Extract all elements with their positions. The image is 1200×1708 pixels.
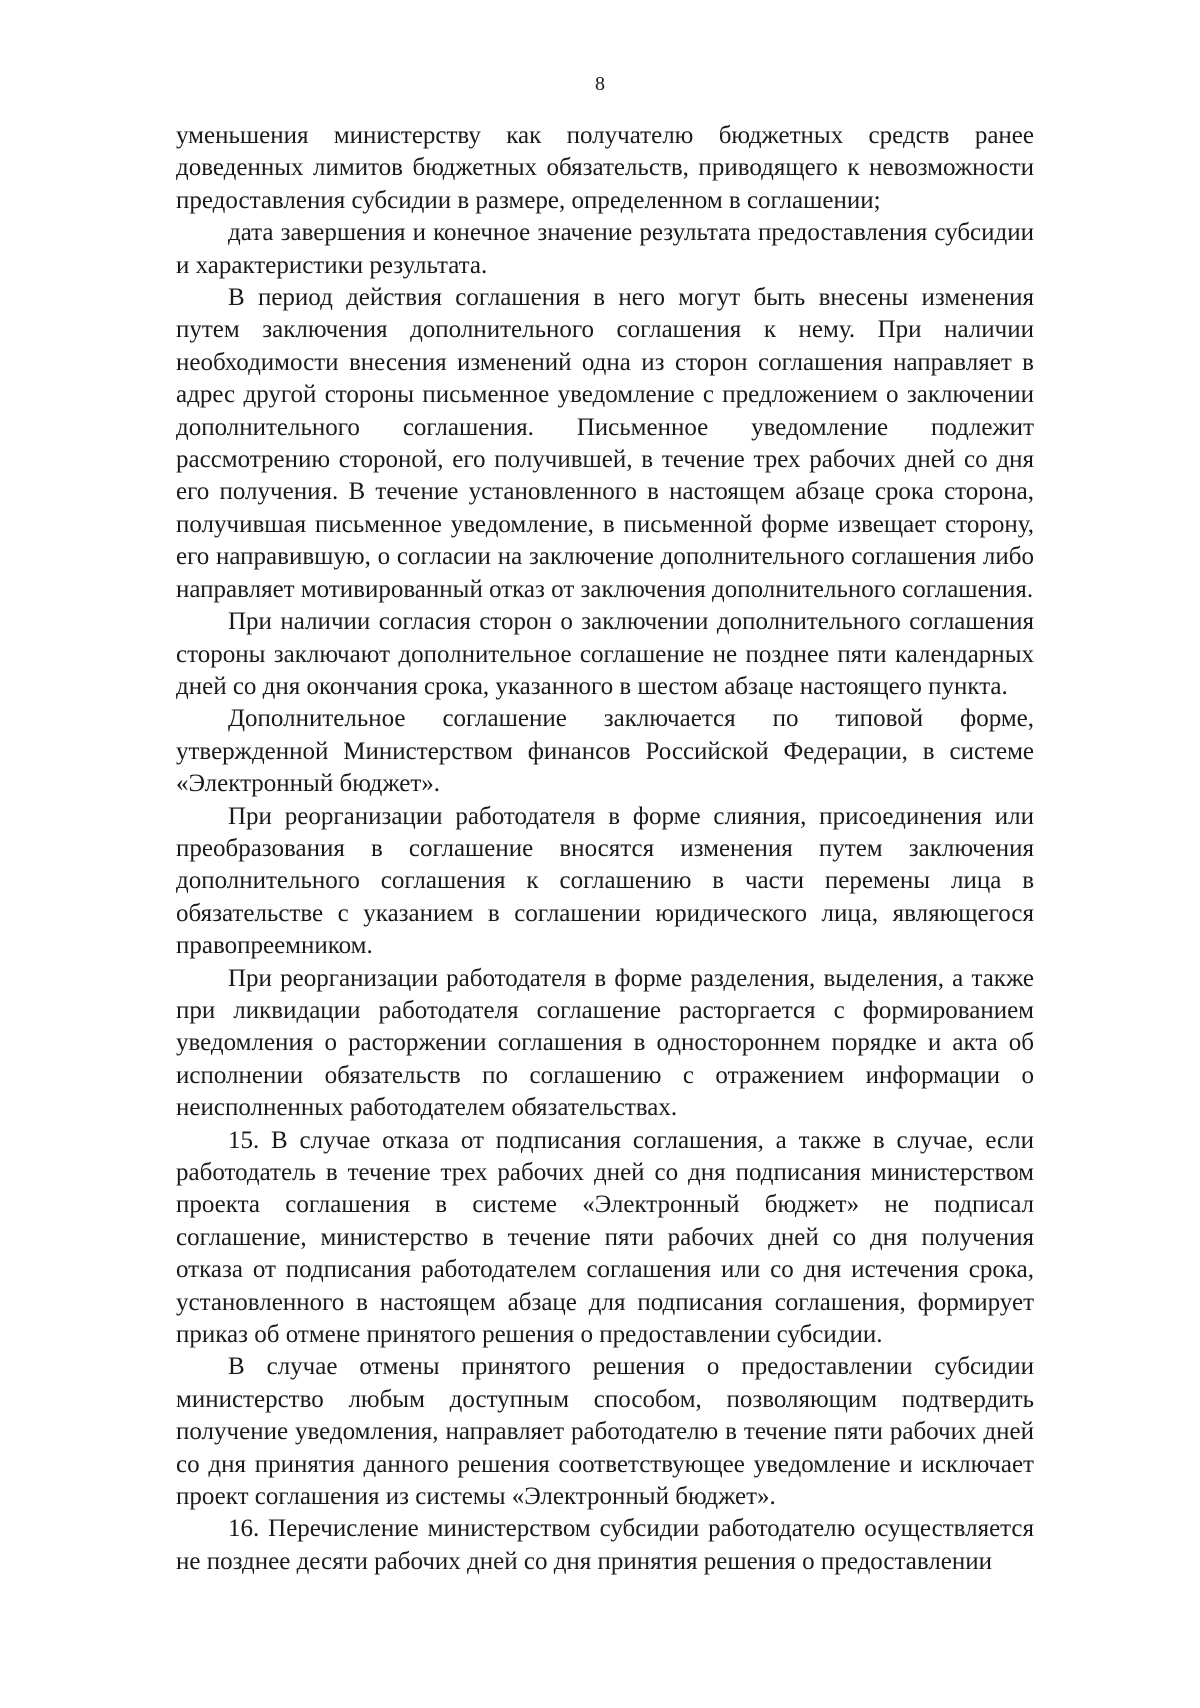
page-number: 8 (595, 73, 605, 95)
paragraph: При реорганизации работодателя в форме разделения, выделения, а также при ликвидации работодателя соглашение расторгается с формированием уведомления о расторжении соглашения в одностороннем порядке и акта об исполнении обязательств по соглашению с отражением информации о неисполненных работодателем обязательствах. (176, 964, 1034, 1122)
document-body (176, 120, 1034, 1578)
paragraph: Дополнительное соглашение заключается по типовой форме, утвержденной Министерством финансов Российской Федерации, в системе «Электронный бюджет». (176, 705, 1034, 798)
paragraph: В период действия соглашения в него могут быть внесены изменения путем заключения дополнительного соглашения к нему. При наличии необходимости внесения изменений одна из сторон соглашения направляет в адрес другой стороны письменное уведомление с предложением о заключении дополнительного соглашения. Письменное уведомление подлежит рассмотрению стороной, его получившей, в течение трех рабочих дней со дня его получения. В течение установленного в настоящем абзаце срока сторона, получившая письменное уведомление, в письменной форме извещает сторону, его направившую, о согласии на заключение дополнительного соглашения либо направляет мотивированный отказ от заключения дополнительного соглашения. (176, 284, 1034, 603)
paragraph: В случае отмены принятого решения о предоставлении субсидии министерство любым доступным способом, позволяющим подтвердить получение уведомления, направляет работодателю в течение пяти рабочих дней со дня принятия данного решения соответствующее уведомление и исключает проект соглашения из системы «Электронный бюджет». (176, 1353, 1034, 1511)
paragraph-item-16: 16. Перечисление министерством субсидии работодателю осуществляется не позднее десяти рабочих дней со дня принятия решения о предоставлении (176, 1515, 1034, 1575)
paragraph: При реорганизации работодателя в форме слияния, присоединения или преобразования в соглашение вносятся изменения путем заключения дополнительного соглашения к соглашению в части перемены лица в обязательстве с указанием в соглашении юридического лица, являющегося правопреемником. (176, 802, 1034, 960)
paragraph: При наличии согласия сторон о заключении дополнительного соглашения стороны заключают дополнительное соглашение не позднее пяти календарных дней со дня окончания срока, указанного в шестом абзаце настоящего пункта. (176, 608, 1034, 700)
paragraph-item-15: 15. В случае отказа от подписания соглашения, а также в случае, если работодатель в течение трех рабочих дней со дня подписания министерством проекта соглашения в системе «Электронный бюджет» не подписал соглашение, министерство в течение пяти рабочих дней со дня получения отказа от подписания работодателем соглашения или со дня истечения срока, установленного в настоящем абзаце для подписания соглашения, формирует приказ об отмене принятого решения о предоставлении субсидии. (176, 1126, 1034, 1349)
paragraph: дата завершения и конечное значение результата предоставления субсидии и характеристики результата. (176, 219, 1034, 279)
paragraph-continuation: уменьшения министерству как получателю бюджетных средств ранее доведенных лимитов бюджетных обязательств, приводящего к невозможности предоставления субсидии в размере, определенном в соглашении; (176, 122, 1034, 214)
